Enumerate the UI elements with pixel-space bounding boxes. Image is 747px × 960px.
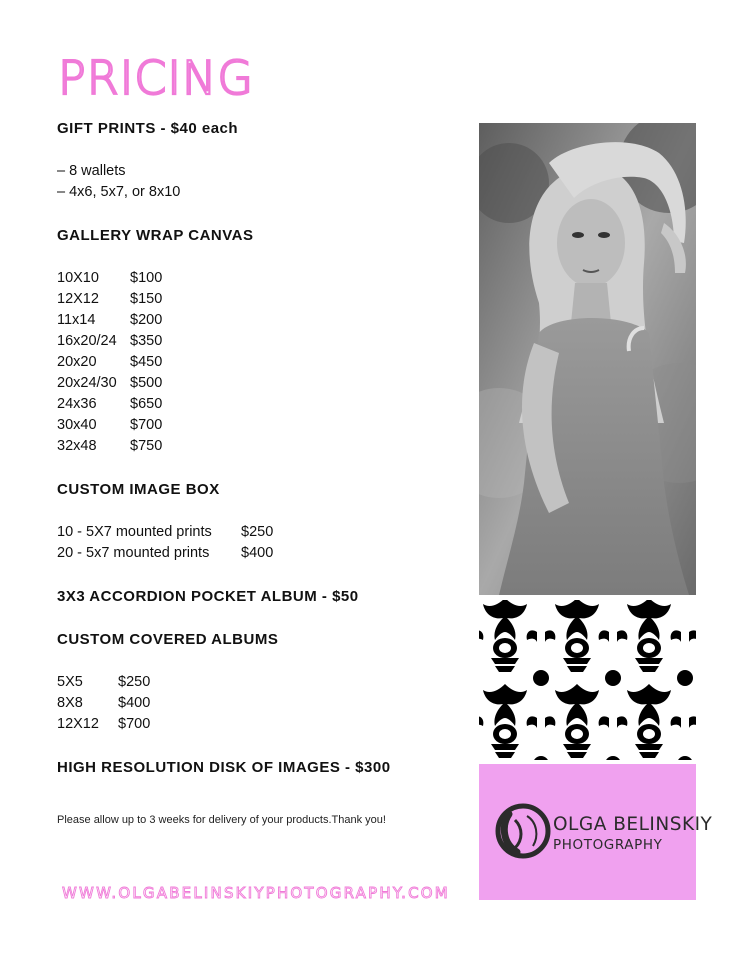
- image-box-price: $250: [241, 524, 274, 540]
- canvas-size: 32x48: [57, 438, 97, 454]
- canvas-size: 20x24/30: [57, 375, 117, 391]
- album-size: 5X5: [57, 674, 83, 690]
- gift-prints-item: – 8 wallets: [57, 163, 126, 179]
- image-box-heading: CUSTOM IMAGE BOX: [57, 481, 220, 498]
- table-row: [57, 672, 467, 693]
- album-price: $400: [118, 695, 151, 711]
- canvas-price: $350: [130, 333, 163, 349]
- canvas-price: $150: [130, 291, 163, 307]
- canvas-size: 10X10: [57, 270, 99, 286]
- accordion-album-heading: 3X3 ACCORDION POCKET ALBUM - $50: [57, 588, 359, 605]
- logo-subtitle: PHOTOGRAPHY: [553, 837, 663, 853]
- table-row: [57, 373, 467, 394]
- camera-lens-icon: [493, 800, 553, 862]
- delivery-note: Please allow up to 3 weeks for delivery of your products.Thank you!: [57, 814, 386, 826]
- canvas-price-table: [57, 268, 467, 457]
- canvas-price: $650: [130, 396, 163, 412]
- table-row: [57, 331, 467, 352]
- canvas-price: $100: [130, 270, 163, 286]
- table-row: [57, 310, 467, 331]
- table-row: [57, 522, 467, 543]
- table-row: [57, 436, 467, 457]
- logo-block: [479, 764, 713, 900]
- canvas-size: 30x40: [57, 417, 97, 433]
- disk-heading: HIGH RESOLUTION DISK OF IMAGES - $300: [57, 759, 391, 776]
- canvas-price: $500: [130, 375, 163, 391]
- logo-name: OLGA BELINSKIY: [553, 814, 713, 835]
- table-row: [57, 543, 467, 564]
- canvas-size: 16x20/24: [57, 333, 117, 349]
- image-box-item: 10 - 5X7 mounted prints: [57, 524, 212, 540]
- canvas-price: $200: [130, 312, 163, 328]
- canvas-price: $450: [130, 354, 163, 370]
- table-row: [57, 714, 467, 735]
- album-size: 8X8: [57, 695, 83, 711]
- table-row: [57, 289, 467, 310]
- damask-pattern: [479, 600, 696, 760]
- canvas-heading: GALLERY WRAP CANVAS: [57, 227, 254, 244]
- table-row: [57, 352, 467, 373]
- albums-heading: CUSTOM COVERED ALBUMS: [57, 631, 279, 648]
- table-row: [57, 394, 467, 415]
- gift-prints-heading: GIFT PRINTS - $40 each: [57, 120, 239, 137]
- canvas-price: $750: [130, 438, 163, 454]
- website-link[interactable]: WWW.OLGABELINSKIYPHOTOGRAPHY.COM: [62, 884, 450, 902]
- table-row: [57, 693, 467, 714]
- album-price: $700: [118, 716, 151, 732]
- album-size: 12X12: [57, 716, 99, 732]
- table-row: [57, 415, 467, 436]
- gift-prints-item: – 4x6, 5x7, or 8x10: [57, 184, 181, 200]
- portrait-photo: [479, 123, 696, 595]
- image-box-item: 20 - 5x7 mounted prints: [57, 545, 210, 561]
- page-title: PRICING: [58, 51, 255, 105]
- album-price: $250: [118, 674, 151, 690]
- canvas-size: 11x14: [57, 312, 96, 328]
- price-list: [57, 118, 467, 778]
- table-row: [57, 268, 467, 289]
- canvas-size: 24x36: [57, 396, 97, 412]
- image-box-price: $400: [241, 545, 274, 561]
- canvas-price: $700: [130, 417, 163, 433]
- canvas-size: 20x20: [57, 354, 97, 370]
- canvas-size: 12X12: [57, 291, 99, 307]
